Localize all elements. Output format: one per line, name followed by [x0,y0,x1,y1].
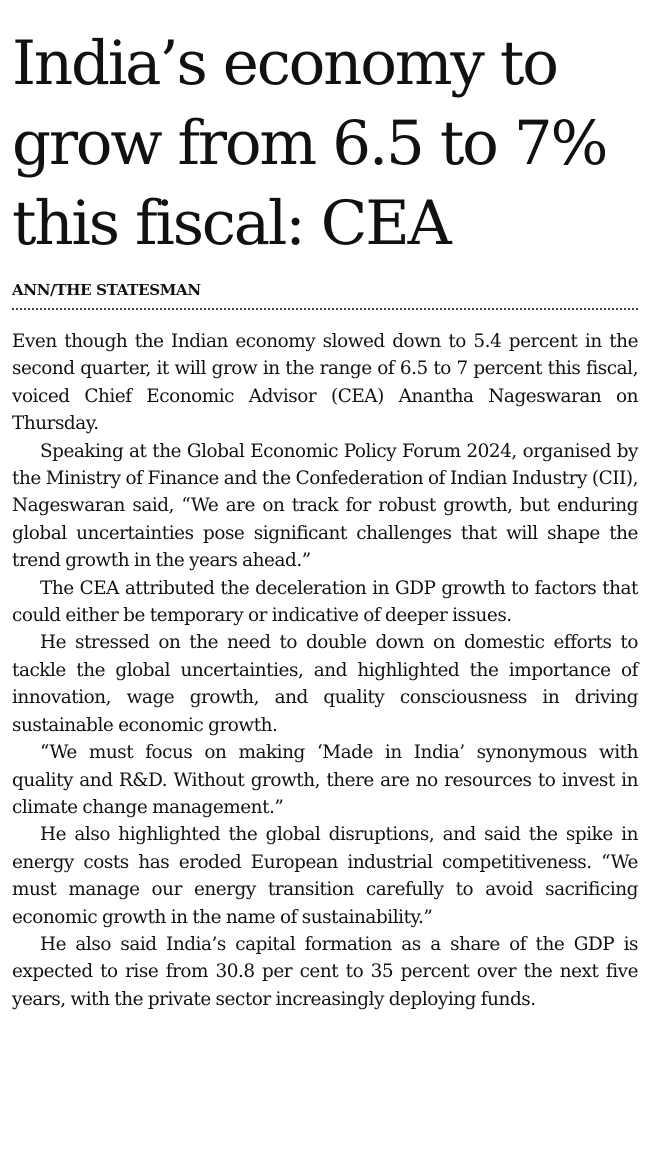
article-body [12,328,638,1013]
paragraph: “We must focus on making ‘Made in India’ synonymous with quality and R&D. Without growth, there are no resources to invest in climate change management.” [12,742,638,818]
news-article [12,24,638,1013]
paragraph: Speaking at the Global Economic Policy Forum 2024, organised by the Ministry of Finance and the Confederation of Indian Industry (CII), Nageswaran said, “We are on track for robust growth, but enduring global uncertainties pose significant challenges that will shape the trend growth in the years ahead.” [12,440,638,572]
dotted-divider [12,308,638,310]
paragraph: Even though the Indian economy slowed down to 5.4 percent in the second quarter, it will grow in the range of 6.5 to 7 percent this fiscal, voiced Chief Economic Advisor (CEA) Anantha Nageswaran on Thursday. [12,331,638,435]
paragraph: He stressed on the need to double down on domestic efforts to tackle the global uncertainties, and highlighted the importance of innovation, wage growth, and quality consciousness in driving sustainable economic growth. [12,632,638,736]
headline: India’s economy to grow from 6.5 to 7% this fiscal: CEA [12,28,607,259]
paragraph: He also highlighted the global disruptions, and said the spike in energy costs has eroded European industrial competitiveness. “We must manage our energy transition carefully to avoid sacrificing economic growth in the name of sustainability.” [12,824,638,928]
paragraph: He also said India’s capital formation as a share of the GDP is expected to rise from 30.8 per cent to 35 percent over the next five years, with the private sector increasingly deploying funds. [12,933,638,1010]
paragraph: The CEA attributed the deceleration in GDP growth to factors that could either be temporary or indicative of deeper issues. [12,577,638,627]
byline: ANN/THE STATESMAN [12,281,201,299]
